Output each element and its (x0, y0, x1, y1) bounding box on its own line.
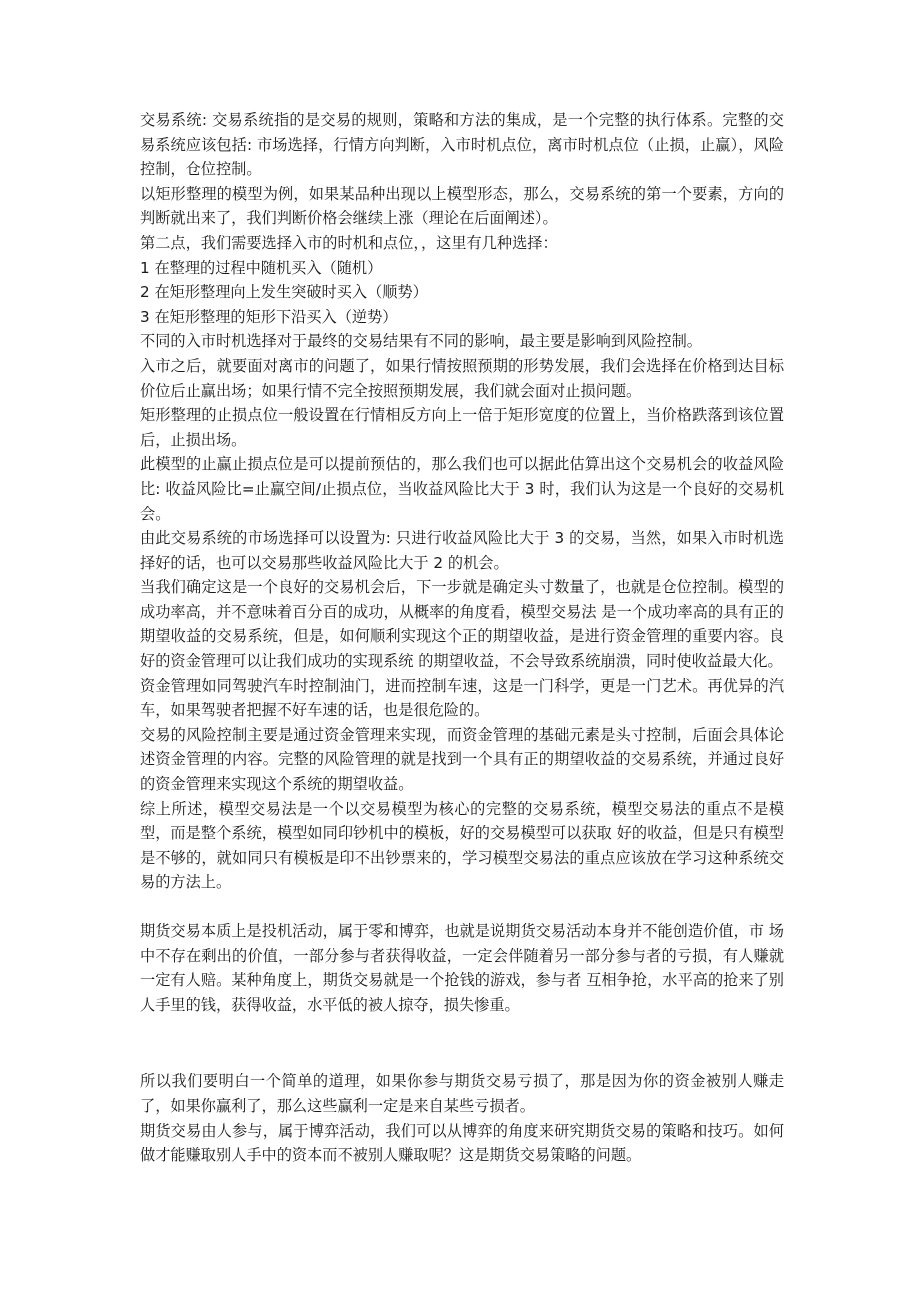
paragraph-risk-reward-ratio: 此模型的止赢止损点位是可以提前预估的，那么我们也可以据此估算出这个交易机会的收益风险比: 收益风险比=止赢空间/止损点位，当收益风险比大于 3 时，我们认为这是一个良好的交易机会。 (140, 455, 784, 523)
paragraph-rectangle-model-example: 以矩形整理的模型为例，如果某品种出现以上模型形态，那么，交易系统的第一个要素，方向的判断就出来了，我们判断价格会继续上涨（理论在后面阐述）。 (140, 184, 784, 228)
paragraph-entry-timing-intro: 第二点，我们需要选择入市的时机和点位，，这里有几种选择： (140, 233, 558, 252)
paragraph-summary: 综上所述，模型交易法是一个以交易模型为核心的完整的交易系统，模型交易法的重点不是模型，而是整个系统，模型如同印钞机中的模板，好的交易模型可以获取 好的收益，但是只有模型是不够的，就如同只有模板是印不出钞票来的，学习模型交易法的重点应该放在学习这种系统交易的方法上。 (140, 799, 784, 892)
document-body (140, 108, 784, 1168)
paragraph-simple-principle: 所以我们要明白一个简单的道理，如果你参与期货交易亏损了，那是因为你的资金被别人赚走了，如果你赢利了，那么这些赢利一定是来自某些亏损者。 (140, 1072, 784, 1115)
paragraph-spacer (140, 1017, 784, 1069)
list-item-option-3: 3 在矩形整理的矩形下沿买入（逆势） (140, 307, 398, 326)
paragraph-game-theory: 期货交易由人参与，属于博弈活动，我们可以从博弈的角度来研究期货交易的策略和技巧。如何做才能赚取别人手中的资本而不被别人赚取呢？这是期货交易策略的问题。 (140, 1121, 784, 1165)
paragraph-market-selection: 由此交易系统的市场选择可以设置为: 只进行收益风险比大于 3 的交易，当然，如果入市时机选择好的话，也可以交易那些收益风险比大于 2 的机会。 (140, 529, 784, 572)
paragraph-spacer (140, 895, 784, 919)
paragraph-position-control: 当我们确定这是一个良好的交易机会后，下一步就是确定头寸数量了，也就是仓位控制。模型的成功率高，并不意味着百分百的成功，从概率的角度看，模型交易法 是一个成功率高的具有正的期望收益的交易系统，但是，如何顺利实现这个正的期望收益，是进行资金管理的重要内容。良好的资金管理可以让我们成功的实现系统 的期望收益，不会导致系统崩溃，同时使收益最大化。 (140, 578, 784, 671)
paragraph-exit-problem: 入市之后，就要面对离市的问题了，如果行情按照预期的形势发展，我们会选择在价格到达目标价位后止赢出场；如果行情不完全按照预期发展，我们就会面对止损问题。 (140, 356, 784, 400)
paragraph-risk-control: 交易的风险控制主要是通过资金管理来实现，而资金管理的基础元素是头寸控制，后面会具体论述资金管理的内容。完整的风险管理的就是找到一个具有正的期望收益的交易系统，并通过良好的资金管理来实现这个系统的期望收益。 (140, 725, 784, 794)
paragraph-trading-system-definition: 交易系统: 交易系统指的是交易的规则，策略和方法的集成，是一个完整的执行体系。完整的交易系统应该包括: 市场选择，行情方向判断，入市时机点位，离市时机点位（止损，止赢），风险控制，仓位控制。 (140, 111, 784, 179)
paragraph-money-management-analogy: 资金管理如同驾驶汽车时控制油门，进而控制车速，这是一门科学，更是一门艺术。再优异的汽车，如果驾驶者把握不好车速的话，也是很危险的。 (140, 676, 784, 720)
paragraph-entry-impact: 不同的入市时机选择对于最终的交易结果有不同的影响，最主要是影响到风险控制。 (140, 332, 702, 351)
paragraph-futures-zero-sum: 期货交易本质上是投机活动，属于零和博弈，也就是说期货交易活动本身并不能创造价值，市 场中不存在剩出的价值，一部分参与者获得收益，一定会伴随着另一部分参与者的亏损，有人赚就一定有人赔。某种角度上，期货交易就是一个抢钱的游戏，参与者 互相争抢，水平高的抢来了别人手里的钱，获得收益，水平低的被人掠夺，损失惨重。 (140, 922, 784, 1014)
list-item-option-1: 1 在整理的过程中随机买入（随机） (140, 258, 383, 277)
paragraph-stop-loss-position: 矩形整理的止损点位一般设置在行情相反方向上一倍于矩形宽度的位置上，当价格跌落到该位置后，止损出场。 (140, 406, 784, 449)
list-item-option-2: 2 在矩形整理向上发生突破时买入（顺势） (140, 283, 428, 302)
